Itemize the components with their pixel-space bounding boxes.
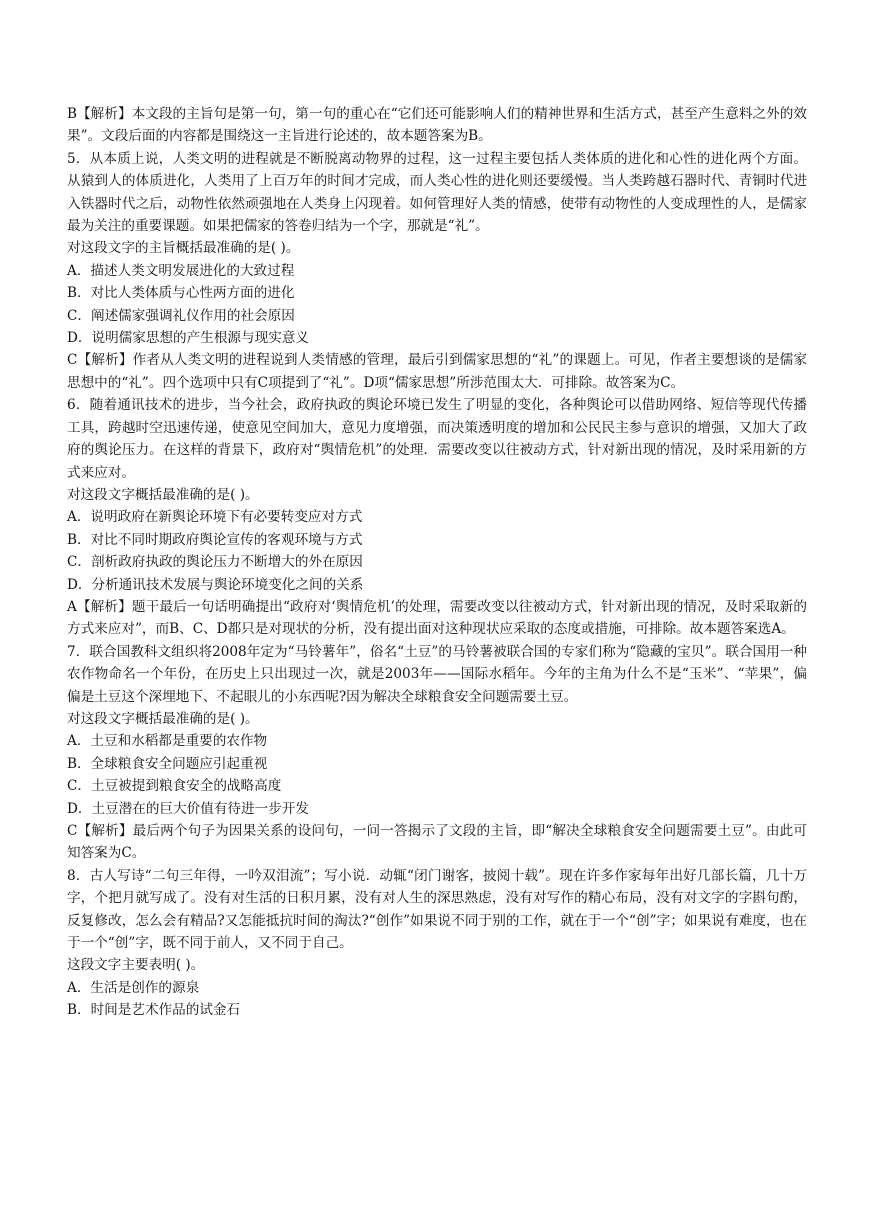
question-5-option-c: C．阐述儒家强调礼仪作用的社会原因: [67, 307, 295, 324]
question-8-stem: 8．古人写诗“二句三年得，一吟双泪流”；写小说．动辄“闭门谢客，披阅十载”。现在许多作家每年出好几部长篇，几十万字，个把月就写成了。没有对生活的日积月累，没有对人生的深思熟虑，没有对写作的精心布局，没有对文字的字斟句酌，反复修改，怎么会有精品?又怎能抵抗时间的淘汰?“创作”如果说不同于别的工作，就在于一个“创”字；如果说有难度，也在于一个“创”字，既不同于前人，又不同于自己。: [67, 867, 807, 952]
question-8-option-b: B．时间是艺术作品的试金石: [67, 1002, 241, 1019]
question-6-stem: 6．随着通讯技术的进步，当今社会，政府执政的舆论环境已发生了明显的变化，各种舆论可以借助网络、短信等现代传播工具，跨越时空迅速传递，使意见空间加大，意见力度增强，而决策透明度的增加和公民民主参与意识的增强，又加大了政府的舆论压力。在这样的背景下，政府对“舆情危机”的处理．需要改变以往被动方式，针对新出现的情况，及时采用新的方式来应对。: [67, 397, 807, 481]
question-5-option-b: B．对比人类体质与心性两方面的进化: [67, 285, 295, 302]
question-6-prompt: 对这段文字概括最准确的是( )。: [67, 486, 259, 503]
question-5-prompt: 对这段文字的主旨概括最准确的是( )。: [67, 240, 300, 257]
question-6-option-c: C．剖析政府执政的舆论压力不断增大的外在原因: [67, 554, 363, 571]
question-8-prompt: 这段文字主要表明( )。: [67, 957, 205, 974]
question-7-stem: 7．联合国教科文组织将2008年定为“马铃薯年”，俗名“土豆”的马铃薯被联合国的专家们称为“隐藏的宝贝”。联合国用一种农作物命名一个年份，在历史上只出现过一次，就是2003年——国际水稻年。今年的主角为什么不是“玉米”、“苹果”，偏偏是土豆这个深埋地下、不起眼儿的小东西呢?因为解决全球粮食安全问题需要土豆。: [67, 643, 807, 705]
question-5-stem: 5．从本质上说，人类文明的进程就是不断脱离动物界的过程，这一过程主要包括人类体质的进化和心性的进化两个方面。从猿到人的体质进化，人类用了上百万年的时间才完成，而人类心性的进化则还要缓慢。当人类跨越石器时代、青铜时代进入铁器时代之后，动物性依然顽强地在人类身上闪现着。如何管理好人类的情感，使带有动物性的人变成理性的人，是儒家最为关注的重要课题。如果把儒家的答卷归结为一个字，那就是“礼”。: [67, 150, 807, 235]
question-7-option-a: A．土豆和水稻都是重要的农作物: [67, 733, 268, 750]
question-8-option-a: A．生活是创作的源泉: [67, 979, 200, 996]
question-7-option-b: B．全球粮食安全问题应引起重视: [67, 755, 268, 772]
question-6-option-a: A．说明政府在新舆论环境下有必要转变应对方式: [67, 509, 363, 526]
question-6-option-d: D．分析通讯技术发展与舆论环境变化之间的关系: [67, 576, 364, 593]
answer-analysis-6: A【解析】题干最后一句话明确提出“政府对‘舆情危机’的处理，需要改变以往被动方式，针对新出现的情况，及时采取新的方式来应对”，而B、C、D都只是对现状的分析，没有提出面对这种现状应采取的态度或措施，可排除。故本题答案选A。: [67, 598, 807, 638]
answer-analysis-4: B【解析】本文段的主旨句是第一句，第一句的重心在“它们还可能影响人们的精神世界和生活方式，甚至产生意料之外的效果”。文段后面的内容都是围绕这一主旨进行论述的，故本题答案为B。: [67, 106, 807, 145]
question-7-prompt: 对这段文字概括最准确的是( )。: [67, 710, 259, 727]
question-5-option-d: D．说明儒家思想的产生根源与现实意义: [67, 330, 309, 347]
question-7-option-c: C．土豆被提到粮食安全的战略高度: [67, 778, 282, 795]
answer-analysis-7: C【解析】最后两个句子为因果关系的设问句，一问一答揭示了文段的主旨，即“解决全球粮食安全问题需要土豆”。由此可知答案为C。: [67, 823, 807, 862]
question-5-option-a: A．描述人类文明发展进化的大致过程: [67, 262, 295, 279]
answer-analysis-5: C【解析】作者从人类文明的进程说到人类情感的管理，最后引到儒家思想的“礼”的课题上。可见，作者主要想谈的是儒家思想中的“礼”。四个选项中只有C项提到了“礼”。D项“儒家思想”所涉范围太大．可排除。故答案为C。: [67, 352, 807, 391]
question-6-option-b: B．对比不同时期政府舆论宣传的客观环境与方式: [67, 531, 363, 548]
question-7-option-d: D．土豆潜在的巨大价值有待进一步开发: [67, 800, 309, 817]
document-page: [67, 103, 807, 1022]
